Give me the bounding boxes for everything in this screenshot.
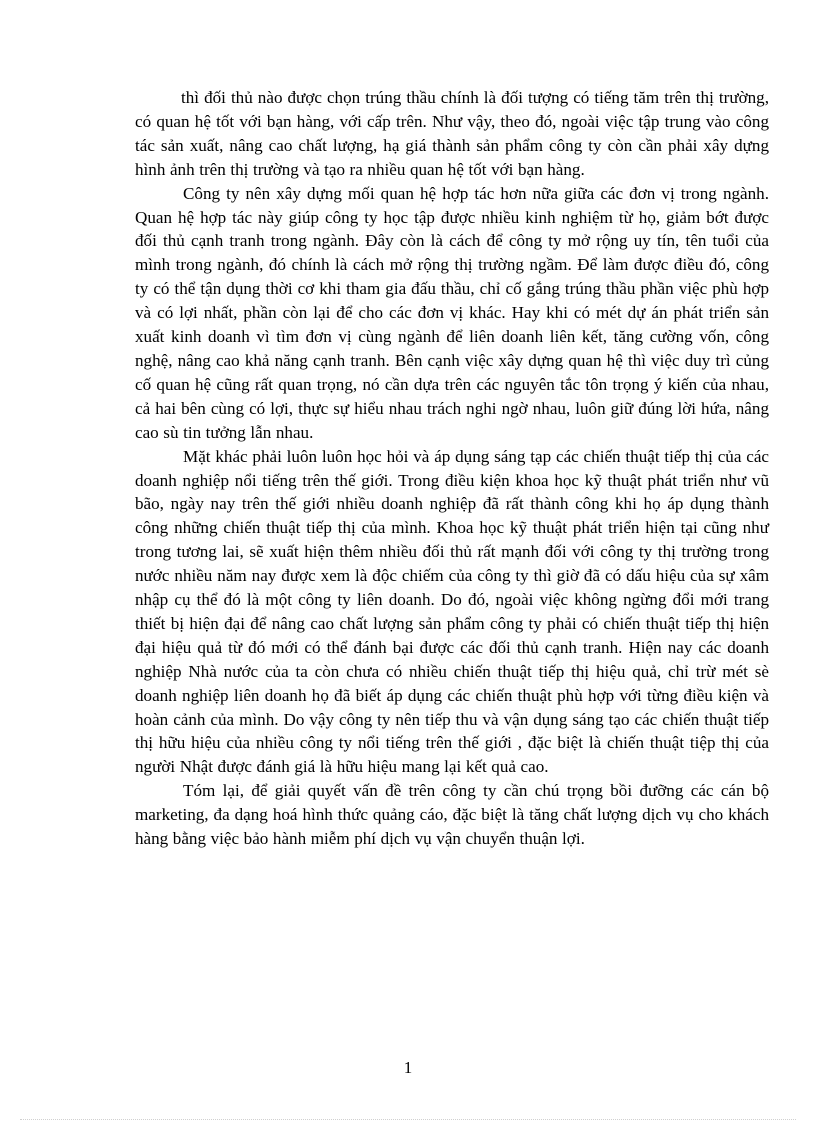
paragraph-continuation: thì đối thủ nào được chọn trúng thầu chính là đối tượng có tiếng tăm trên thị trường, có quan hệ tốt với bạn hàng, với cấp trên. Như vậy, theo đó, ngoài việc tập trung vào công tác sản xuất, nâng cao chất lượng, hạ giá thành sản phẩm công ty còn cần phải xây dựng hình ảnh trên thị trường và tạo ra nhiều quan hệ tốt với bạn hàng. bbox=[135, 88, 769, 179]
paragraph-cooperation: Công ty nên xây dựng mối quan hệ hợp tác hơn nữa giữa các đơn vị trong ngành. Quan hệ hợp tác này giúp công ty học tập được nhiều kinh nghiệm từ họ, giảm bớt được đối thủ cạnh tranh trong ngành. Đây còn là cách để công ty mở rộng uy tín, tên tuổi của mình trong ngành, đó chính là cách mở rộng thị trường ngầm. Để làm được điều đó, công ty có thể tận dụng thời cơ khi tham gia đấu thầu, chỉ cố gắng trúng thầu phần việc phù hợp và có lợi nhất, phần còn lại để cho các đơn vị khác. Hay khi có mét dự án phát triển sản xuất kinh doanh vì tìm đơn vị cùng ngành để liên doanh liên kết, tăng cường vốn, công nghệ, nâng cao khả năng cạnh tranh. Bên cạnh việc xây dựng quan hệ thì việc duy trì củng cố quan hệ cũng rất quan trọng, nó cần dựa trên các nguyên tắc tôn trọng ý kiến của nhau, cả hai bên cùng có lợi, thực sự hiểu nhau trách nghi ngờ nhau, luôn giữ đúng lời hứa, nâng cao sù tin tưởng lẫn nhau. bbox=[135, 183, 769, 442]
body-text bbox=[135, 86, 769, 851]
page-bottom-divider bbox=[20, 1119, 796, 1120]
page-number: 1 bbox=[403, 1058, 413, 1077]
paragraph-conclusion: Tóm lại, để giải quyết vấn đề trên công ty cần chú trọng bồi đưỡng các cán bộ marketing, đa dạng hoá hình thức quảng cáo, đặc biệt là tăng chất lượng dịch vụ cho khách hàng bằng việc bảo hành miễm phí dịch vụ vận chuyển thuận lợi. bbox=[135, 781, 769, 849]
paragraph-marketing-tactics: Mặt khác phải luôn luôn học hỏi và áp dụng sáng tạp các chiến thuật tiếp thị của các doanh nghiệp nổi tiếng trên thế giới. Trong điều kiện khoa học kỹ thuật phát triển như vũ bão, ngày nay trên thế giới nhiều doanh nghiệp đã rất thành công khi họ áp dụng thành công những chiến thuật tiếp thị của mình. Khoa học kỹ thuật phát triển hiện tại cũng như trong tương lai, sẽ xuất hiện thêm nhiều đối thủ rất mạnh đối với công ty thị trường trong nước nhiều năm nay được xem là độc chiếm của công ty thì giờ đã có dấu hiệu của sự xâm nhập cụ thể đó là một công ty liên doanh. Do đó, ngoài việc không ngừng đổi mới trang thiết bị hiện đại để nâng cao chất lượng sản phẩm công ty phải có chiến thuật tiếp thị hiện đại hiệu quả từ đó mới có thể đánh bại được các đối thủ cạnh tranh. Hiện nay các doanh nghiệp Nhà nước của ta còn chưa có nhiều chiến thuật tiếp thị hiệu quả, chỉ trừ mét sè doanh nghiệp liên doanh họ đã biết áp dụng các chiến thuật phù hợp với từng điều kiện và hoàn cảnh của mình. Do vậy công ty nên tiếp thu và vận dụng sáng tạo các chiến thuật tiếp thị hữu hiệu của nhiều công ty nổi tiếng trên thế giới , đặc biệt là chiến thuật tiệp thị của người Nhật được đánh giá là hữu hiệu mang lại kết quả cao. bbox=[135, 446, 769, 777]
